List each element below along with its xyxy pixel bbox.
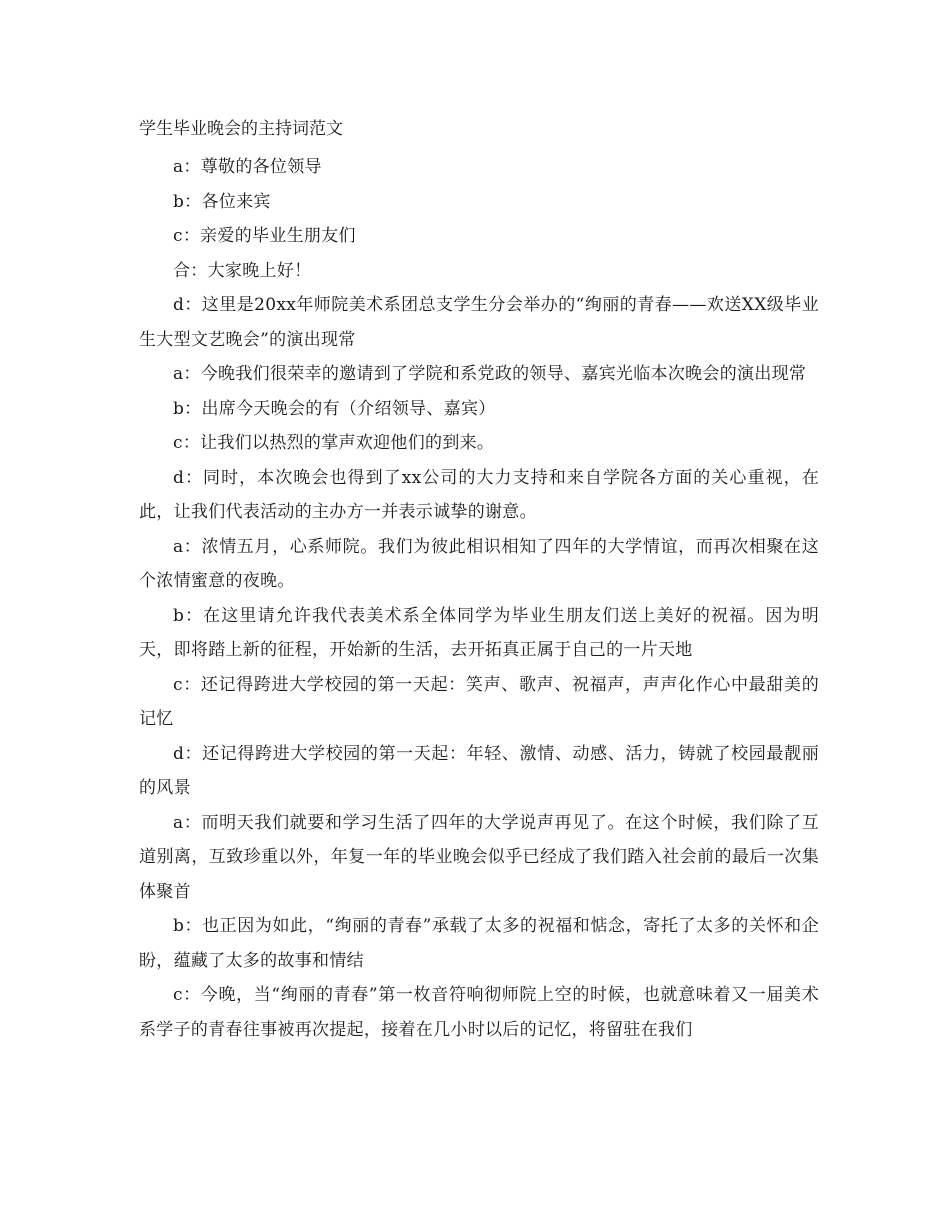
- paragraph-14: a：而明天我们就要和学习生活了四年的大学说声再见了。在这个时候，我们除了互道别离，互致珍重以外，年复一年的毕业晚会似乎已经成了我们踏入社会前的最后一次集体聚首: [139, 812, 819, 902]
- paragraph-7: b：出席今天晚会的有（介绍领导、嘉宾）: [173, 398, 496, 419]
- paragraph-11: b：在这里请允许我代表美术系全体同学为毕业生朋友们送上美好的祝福。因为明天，即将踏上新的征程，开始新的生活，去开拓真正属于自己的一片天地: [139, 605, 819, 660]
- document-title: 学生毕业晚会的主持词范文: [139, 119, 343, 139]
- document-body: [139, 150, 819, 1047]
- paragraph-12: c：还记得跨进大学校园的第一天起：笑声、歌声、祝福声，声声化作心中最甜美的记忆: [139, 674, 819, 729]
- paragraph-3: c：亲爱的毕业生朋友们: [173, 226, 356, 246]
- paragraph-15: b：也正因为如此，“绚丽的青春”承载了太多的祝福和惦念，寄托了太多的关怀和企盼，蕴藏了太多的故事和情结: [139, 916, 819, 971]
- paragraph-9: d：同时，本次晚会也得到了xx公司的大力支持和来自学院各方面的关心重视，在此，让我们代表活动的主办方一并表示诚挚的谢意。: [139, 467, 819, 522]
- paragraph-16: c：今晚，当“绚丽的青春”第一枚音符响彻师院上空的时候，也就意味着又一届美术系学子的青春往事被再次提起，接着在几小时以后的记忆，将留驻在我们: [139, 985, 819, 1040]
- paragraph-8: c：让我们以热烈的掌声欢迎他们的到来。: [173, 433, 495, 453]
- paragraph-1: a：尊敬的各位领导: [173, 157, 322, 177]
- paragraph-2: b：各位来宾: [173, 191, 271, 212]
- paragraph-6: a：今晚我们很荣幸的邀请到了学院和系党政的领导、嘉宾光临本次晚会的演出现常: [173, 364, 807, 384]
- paragraph-10: a：浓情五月，心系师院。我们为彼此相识相知了四年的大学情谊，而再次相聚在这个浓情蜜意的夜晚。: [139, 536, 819, 591]
- paragraph-4: 合：大家晚上好！: [173, 260, 312, 281]
- paragraph-5: d：这里是20xx年师院美术系团总支学生分会举办的“绚丽的青春——欢送XX级毕业生大型文艺晚会”的演出现常: [139, 295, 819, 350]
- paragraph-13: d：还记得跨进大学校园的第一天起：年轻、激情、动感、活力，铸就了校园最靓丽的风景: [139, 743, 819, 798]
